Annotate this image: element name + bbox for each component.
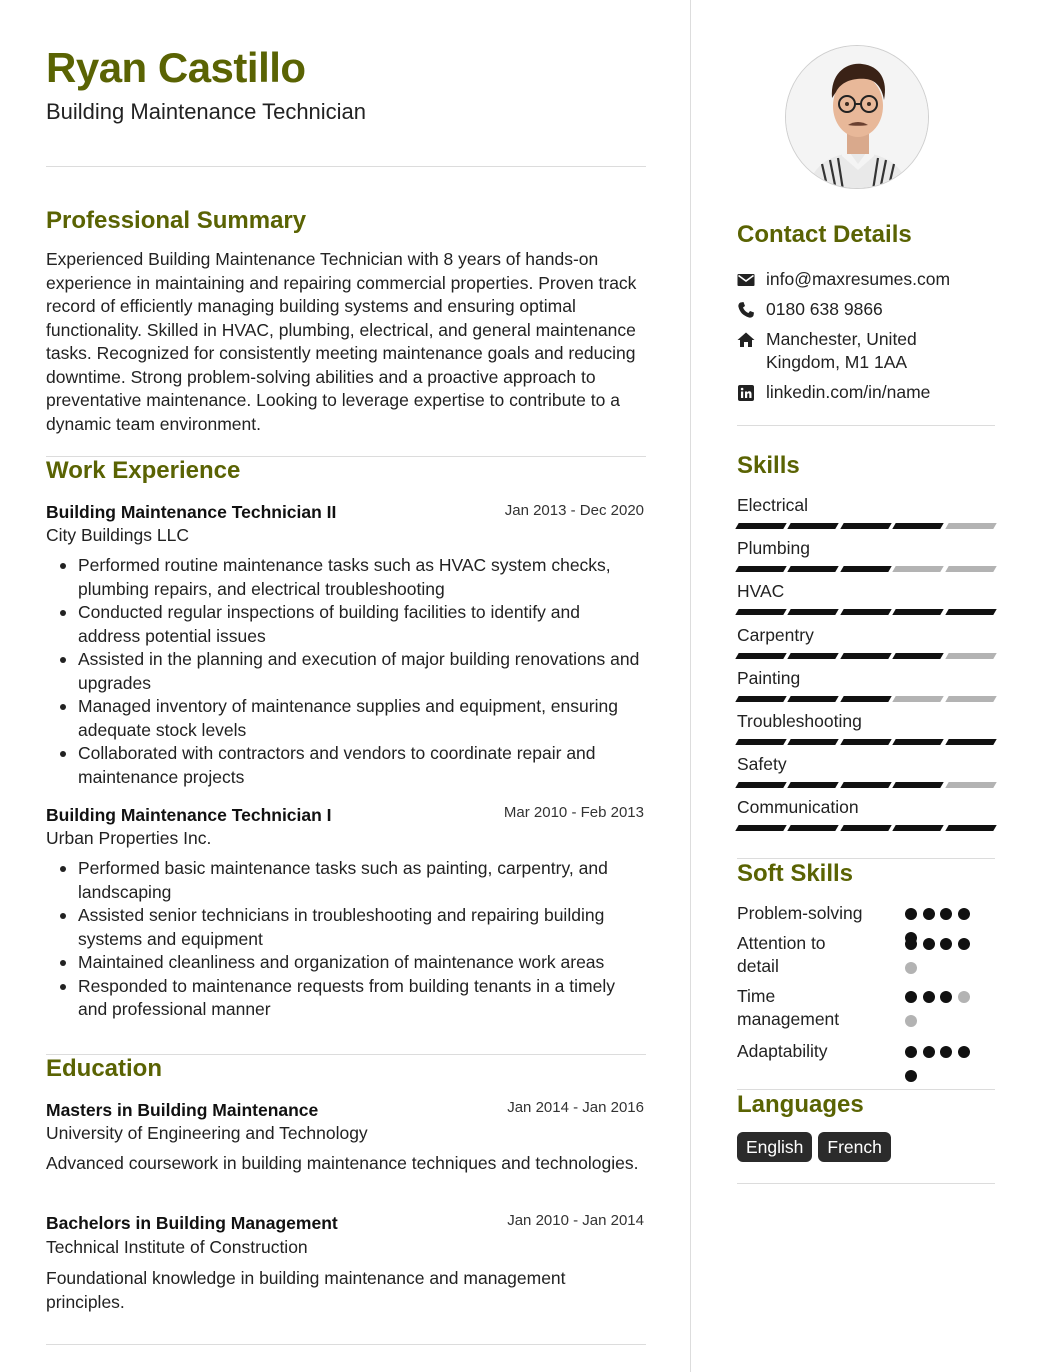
job-dates: Jan 2013 - Dec 2020 <box>504 502 644 519</box>
phone-icon <box>737 301 755 319</box>
skill-label: Electrical <box>737 495 808 515</box>
profile-photo <box>785 45 929 189</box>
skills-heading: Skills <box>737 452 800 479</box>
rating-dot <box>958 991 970 1003</box>
rating-dot <box>940 1046 952 1058</box>
list-item: Conducted regular inspections of building facilities to identify and address potential issues <box>78 601 646 648</box>
list-item: Responded to maintenance requests from building tenants in a timely and professional manner <box>78 975 646 1022</box>
skill-label: Safety <box>737 754 787 775</box>
skill-level-segment <box>892 609 944 615</box>
rating-dot <box>905 908 917 920</box>
rating-dot <box>905 1070 917 1082</box>
divider <box>737 1089 995 1090</box>
avatar <box>786 46 929 189</box>
edu-dates: Jan 2010 - Jan 2014 <box>507 1212 644 1229</box>
skill-level-segment <box>892 825 944 831</box>
divider <box>737 858 995 859</box>
skill-label: HVAC <box>737 581 785 602</box>
soft-skill-label: Time management <box>737 986 840 1029</box>
skill-level-bar <box>737 523 995 529</box>
linkedin-icon <box>737 384 755 402</box>
skill-level-segment <box>945 739 997 745</box>
rating-dot <box>940 908 952 920</box>
skill-level-segment <box>735 609 787 615</box>
summary-text: Experienced Building Maintenance Technician with 8 years of hands-on experience in maintaining and repairing commercial properties. Proven track record of efficiently managing building systems and ensuring optimal functionality. Skilled in HVAC, plumbing, electrical, and general maintenance tasks. Recognized for consistently meeting maintenance goals and reducing downtime. Strong problem-solving abilities and a proactive approach to preventative maintenance. Looking to leverage expertise to contribute to a dynamic team environment. <box>46 249 637 434</box>
school-name: Technical Institute of Construction <box>46 1237 308 1257</box>
skill-level-segment <box>735 825 787 831</box>
soft-skill-rating <box>905 1046 985 1094</box>
skill-level-segment <box>892 523 944 529</box>
skill-level-segment <box>840 653 892 659</box>
skill-level-segment <box>945 696 997 702</box>
list-item: Performed basic maintenance tasks such as painting, carpentry, and landscaping <box>78 857 646 904</box>
list-item: Maintained cleanliness and organization of maintenance work areas <box>78 951 646 975</box>
rating-dot <box>905 938 917 950</box>
candidate-title: Building Maintenance Technician <box>46 99 367 124</box>
linkedin-text[interactable]: linkedin.com/in/name <box>766 382 931 402</box>
rating-dot <box>958 938 970 950</box>
skill-label: Painting <box>737 667 801 688</box>
job-company: Urban Properties Inc. <box>46 828 212 848</box>
skill-level-segment <box>788 696 840 702</box>
column-divider <box>690 0 691 1372</box>
skill-level-segment <box>840 523 892 529</box>
skill-level-segment <box>735 739 787 745</box>
skill-level-segment <box>735 696 787 702</box>
email-text[interactable]: info@maxresumes.com <box>766 269 951 289</box>
divider <box>737 1183 995 1184</box>
skill-level-segment <box>945 523 997 529</box>
skill-level-segment <box>735 782 787 788</box>
education-heading: Education <box>46 1055 163 1082</box>
experience-heading: Work Experience <box>46 457 241 484</box>
skill-label: Communication <box>737 797 859 818</box>
skill-level-segment <box>788 653 840 659</box>
skill-level-bar <box>737 825 995 831</box>
skill-level-segment <box>892 696 944 702</box>
skill-level-segment <box>945 566 997 572</box>
skill-level-segment <box>945 825 997 831</box>
skill-level-segment <box>840 825 892 831</box>
degree-title: Bachelors in Building Management <box>46 1213 338 1233</box>
job-bullets <box>78 857 646 1022</box>
phone-text[interactable]: 0180 638 9866 <box>766 299 883 319</box>
rating-dot <box>905 991 917 1003</box>
soft-skill-label: Problem-solving <box>737 903 863 923</box>
skill-level-segment <box>840 609 892 615</box>
edu-dates: Jan 2014 - Jan 2016 <box>507 1099 644 1116</box>
summary-heading: Professional Summary <box>46 207 307 234</box>
edu-description: Advanced coursework in building maintenance techniques and technologies. <box>46 1153 639 1173</box>
job-bullets <box>78 554 646 789</box>
rating-dot <box>940 938 952 950</box>
skill-level-segment <box>840 566 892 572</box>
rating-dot <box>958 1046 970 1058</box>
list-item: Managed inventory of maintenance supplies and equipment, ensuring adequate stock levels <box>78 695 646 742</box>
skill-level-bar <box>737 739 995 745</box>
rating-dot <box>923 1046 935 1058</box>
job-title: Building Maintenance Technician II <box>46 502 337 522</box>
skill-level-segment <box>788 782 840 788</box>
rating-dot <box>905 962 917 974</box>
languages-heading: Languages <box>737 1091 864 1118</box>
school-name: University of Engineering and Technology <box>46 1123 368 1143</box>
list-item: Assisted senior technicians in troubleshooting and repairing building systems and equipment <box>78 904 646 951</box>
skill-level-segment <box>892 653 944 659</box>
home-icon <box>737 331 755 349</box>
rating-dot <box>923 991 935 1003</box>
soft-skill-rating <box>905 938 985 986</box>
skill-label: Troubleshooting <box>737 711 862 731</box>
skill-level-segment <box>840 739 892 745</box>
job-title: Building Maintenance Technician I <box>46 805 332 825</box>
skill-level-segment <box>945 782 997 788</box>
list-item: Performed routine maintenance tasks such as HVAC system checks, plumbing repairs, and electrical troubleshooting <box>78 554 646 601</box>
skill-level-segment <box>788 609 840 615</box>
soft-skill-rating <box>905 991 985 1039</box>
skill-level-segment <box>788 566 840 572</box>
list-item: Collaborated with contractors and vendors to coordinate repair and maintenance projects <box>78 742 646 789</box>
rating-dot <box>923 908 935 920</box>
candidate-name: Ryan Castillo <box>46 44 306 91</box>
address-text: Manchester, United Kingdom, M1 1AA <box>766 329 917 372</box>
languages-list <box>737 1132 891 1162</box>
skill-level-segment <box>735 566 787 572</box>
skill-level-segment <box>735 653 787 659</box>
contact-heading: Contact Details <box>737 221 912 248</box>
skill-level-segment <box>892 739 944 745</box>
skill-level-segment <box>840 782 892 788</box>
language-badge: French <box>818 1132 890 1162</box>
skill-level-segment <box>788 825 840 831</box>
rating-dot <box>958 908 970 920</box>
rating-dot <box>940 991 952 1003</box>
rating-dot <box>905 1015 917 1027</box>
skill-level-segment <box>945 609 997 615</box>
skill-level-segment <box>788 739 840 745</box>
edu-description: Foundational knowledge in building maintenance and management principles. <box>46 1268 566 1312</box>
skill-level-segment <box>892 782 944 788</box>
skill-level-segment <box>735 523 787 529</box>
skill-level-bar <box>737 696 995 702</box>
skill-label: Carpentry <box>737 624 814 645</box>
divider <box>46 1344 646 1345</box>
language-badge: English <box>737 1132 812 1162</box>
degree-title: Masters in Building Maintenance <box>46 1100 319 1120</box>
skill-level-bar <box>737 653 995 659</box>
skill-label: Plumbing <box>737 538 810 559</box>
skill-level-bar <box>737 782 995 788</box>
divider <box>46 166 646 167</box>
soft-skills-heading: Soft Skills <box>737 860 854 887</box>
soft-skill-label: Adaptability <box>737 1041 828 1061</box>
envelope-icon <box>737 271 755 289</box>
job-dates: Mar 2010 - Feb 2013 <box>503 804 644 821</box>
skill-level-bar <box>737 609 995 615</box>
rating-dot <box>905 1046 917 1058</box>
skill-level-bar <box>737 566 995 572</box>
rating-dot <box>923 938 935 950</box>
soft-skill-label: Attention to detail <box>737 933 826 976</box>
skill-level-segment <box>788 523 840 529</box>
skill-level-segment <box>840 696 892 702</box>
skill-level-segment <box>945 653 997 659</box>
skill-level-segment <box>892 566 944 572</box>
job-company: City Buildings LLC <box>46 525 189 545</box>
list-item: Assisted in the planning and execution of major building renovations and upgrades <box>78 648 646 695</box>
divider <box>737 425 995 426</box>
